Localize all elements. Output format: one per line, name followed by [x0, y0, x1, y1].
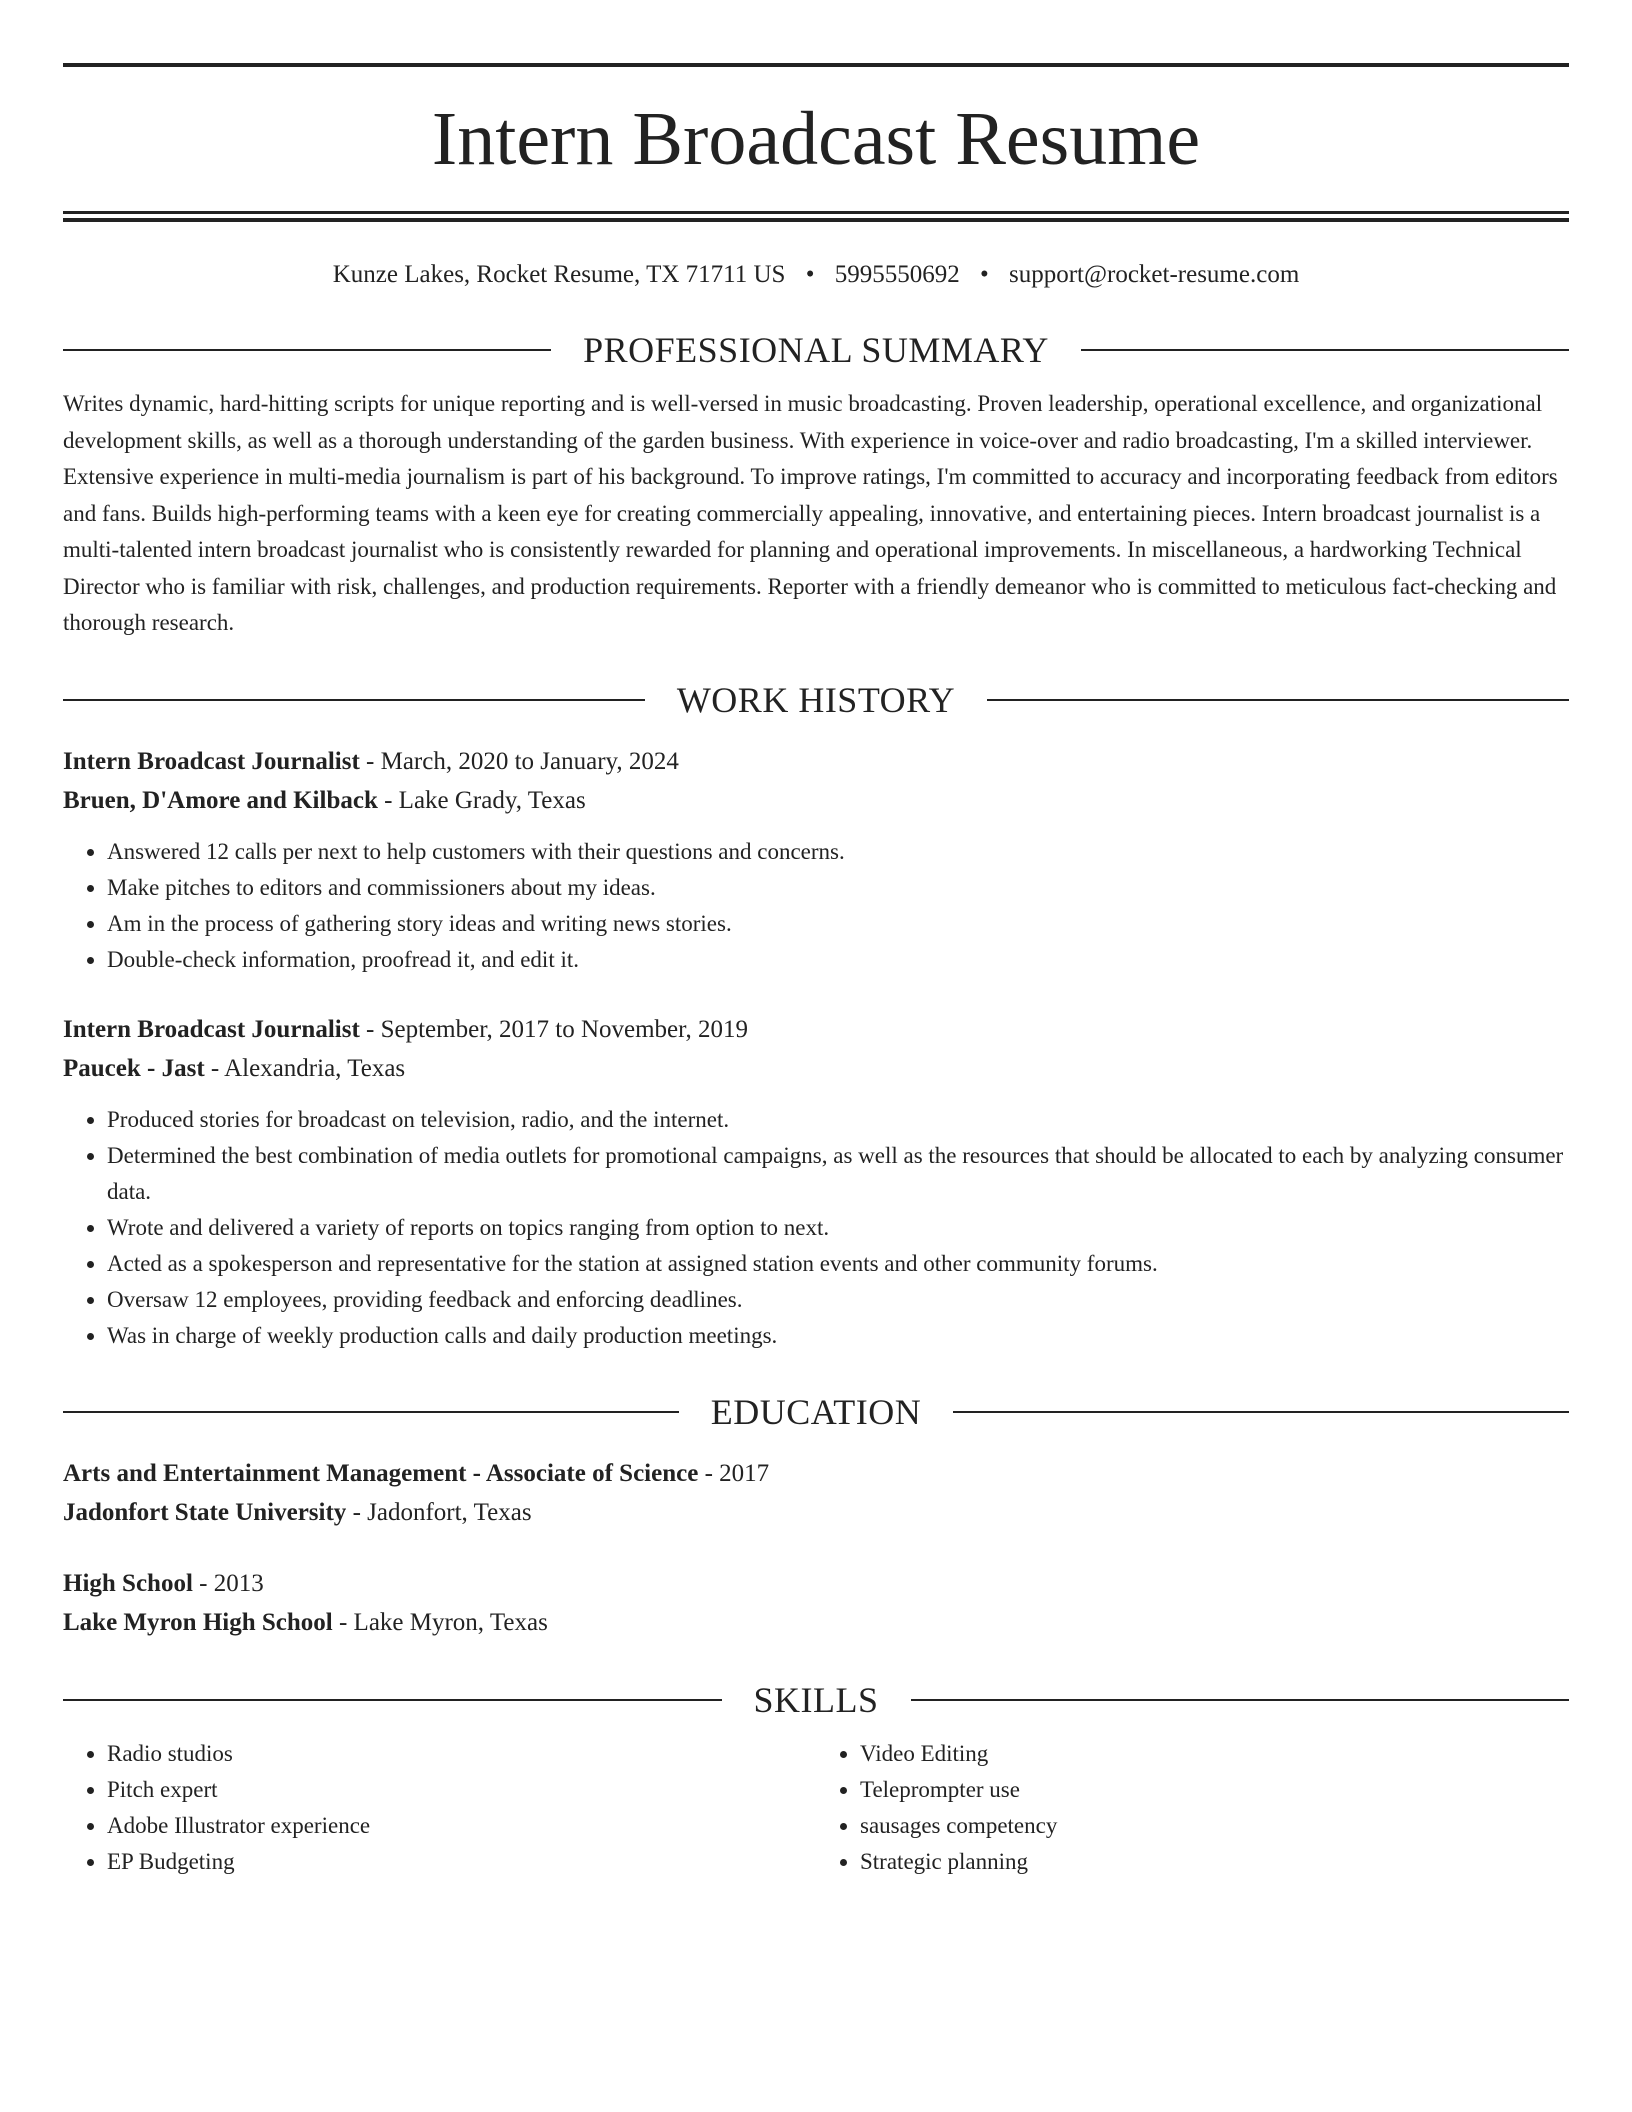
education-heading-label: EDUCATION [710, 1391, 922, 1432]
job-title-line [63, 1010, 1569, 1049]
education-year: - 2017 [698, 1459, 770, 1487]
summary-text: Writes dynamic, hard-hitting scripts for unique reporting and is well-versed in music broadcasting. Proven leadership, operational excellence, and organizational development skills, as well as a thorough understanding of the garden business. With experience in voice-over and radio broadcasting, I'm a skilled interviewer. Extensive experience in multi-media journalism is part of his background. To improve ratings, I'm committed to accuracy and incorporating feedback from editors and fans. Builds high-performing teams with a keen eye for creating commercially appealing, innovative, and entertaining pieces. Intern broadcast journalist is a multi-talented intern broadcast journalist who is consistently rewarded for planning and operational improvements. In miscellaneous, a hardworking Technical Director who is familiar with risk, challenges, and production requirements. Reporter with a friendly demeanor who is committed to meticulous fact-checking and thorough research. [63, 391, 1558, 635]
education-school-line [63, 1493, 1569, 1532]
work-heading-label: WORK HISTORY [676, 679, 956, 720]
skill-item: • Video Editing [860, 1736, 1569, 1772]
job-bullets [63, 834, 1569, 978]
education-school: Jadonfort State University [63, 1498, 347, 1526]
job-company-line [63, 781, 1569, 820]
job-dates: - September, 2017 to November, 2019 [359, 1015, 748, 1043]
job-bullets [63, 1102, 1569, 1354]
heading-rule-right [987, 699, 1569, 701]
skill-item: • Strategic planning [860, 1844, 1569, 1880]
education-degree-line [63, 1564, 1569, 1603]
skill-item: • Adobe Illustrator experience [107, 1808, 816, 1844]
contact-separator: • [979, 261, 989, 288]
skill-item: • EP Budgeting [107, 1844, 816, 1880]
job-company: Paucek - Jast [63, 1054, 205, 1082]
summary-section-heading [63, 328, 1569, 372]
skill-item: • sausages competency [860, 1808, 1569, 1844]
skills-column-right [816, 1736, 1569, 1880]
education-school-line [63, 1603, 1569, 1642]
contact-line [63, 258, 1569, 292]
job-bullet: • Am in the process of gathering story ideas and writing news stories. [107, 906, 1569, 942]
job-title: Intern Broadcast Journalist [63, 747, 360, 775]
job-entry [63, 1010, 1569, 1354]
job-title-line [63, 742, 1569, 781]
work-section-heading [63, 678, 1569, 722]
job-company: Bruen, D'Amore and Kilback [63, 786, 378, 814]
job-bullet: • Acted as a spokesperson and representative for the station at assigned station events and other community forums. [107, 1246, 1569, 1282]
education-entry [63, 1564, 1569, 1642]
job-bullet: • Determined the best combination of media outlets for promotional campaigns, as well as the resources that should be allocated to each by analyzing consumer data. [107, 1138, 1569, 1210]
job-dates: - March, 2020 to January, 2024 [359, 747, 679, 775]
education-year: - 2013 [192, 1569, 264, 1597]
job-company-line [63, 1049, 1569, 1088]
education-section-heading [63, 1390, 1569, 1434]
contact-separator: • [805, 261, 815, 288]
skill-item: • Radio studios [107, 1736, 816, 1772]
skill-item: • Teleprompter use [860, 1772, 1569, 1808]
skills-grid [63, 1736, 1569, 1880]
skills-heading-label: SKILLS [753, 1679, 879, 1720]
heading-rule-left [63, 699, 645, 701]
job-bullet: • Was in charge of weekly production calls and daily production meetings. [107, 1318, 1569, 1354]
summary-heading-label: PROFESSIONAL SUMMARY [583, 330, 1049, 370]
job-bullet: • Oversaw 12 employees, providing feedback and enforcing deadlines. [107, 1282, 1569, 1318]
education-entry [63, 1454, 1569, 1532]
education-degree: Arts and Entertainment Management - Associate of Science [63, 1459, 699, 1487]
education-degree: High School [63, 1569, 193, 1597]
job-bullet: • Make pitches to editors and commissioners about my ideas. [107, 870, 1569, 906]
skill-item: • Pitch expert [107, 1772, 816, 1808]
job-location: - Alexandria, Texas [204, 1054, 406, 1082]
job-bullet: • Wrote and delivered a variety of reports on topics ranging from option to next. [107, 1210, 1569, 1246]
education-school: Lake Myron High School [63, 1608, 333, 1636]
job-bullet: • Double-check information, proofread it, and edit it. [107, 942, 1569, 978]
contact-address: Kunze Lakes, Rocket Resume, TX 71711 US [332, 261, 786, 288]
job-bullet: • Answered 12 calls per next to help customers with their questions and concerns. [107, 834, 1569, 870]
job-title: Intern Broadcast Journalist [63, 1015, 360, 1043]
skills-section-heading [63, 1678, 1569, 1722]
education-degree-line [63, 1454, 1569, 1493]
heading-rule-left [63, 1699, 722, 1701]
heading-rule-right [911, 1699, 1570, 1701]
education-location: - Jadonfort, Texas [346, 1498, 532, 1526]
job-entry [63, 742, 1569, 978]
contact-email: support@rocket-resume.com [1008, 261, 1300, 288]
heading-rule-right [1081, 349, 1569, 351]
heading-rule-left [63, 1411, 679, 1413]
title-double-rule [63, 211, 1569, 222]
skills-column-left [63, 1736, 816, 1880]
heading-rule-right [953, 1411, 1569, 1413]
contact-phone: 5995550692 [834, 261, 960, 288]
top-rule [63, 63, 1569, 67]
job-bullet: • Produced stories for broadcast on television, radio, and the internet. [107, 1102, 1569, 1138]
job-location: - Lake Grady, Texas [377, 786, 586, 814]
heading-rule-left [63, 349, 551, 351]
education-location: - Lake Myron, Texas [332, 1608, 548, 1636]
resume-title: Intern Broadcast Resume [431, 97, 1201, 181]
